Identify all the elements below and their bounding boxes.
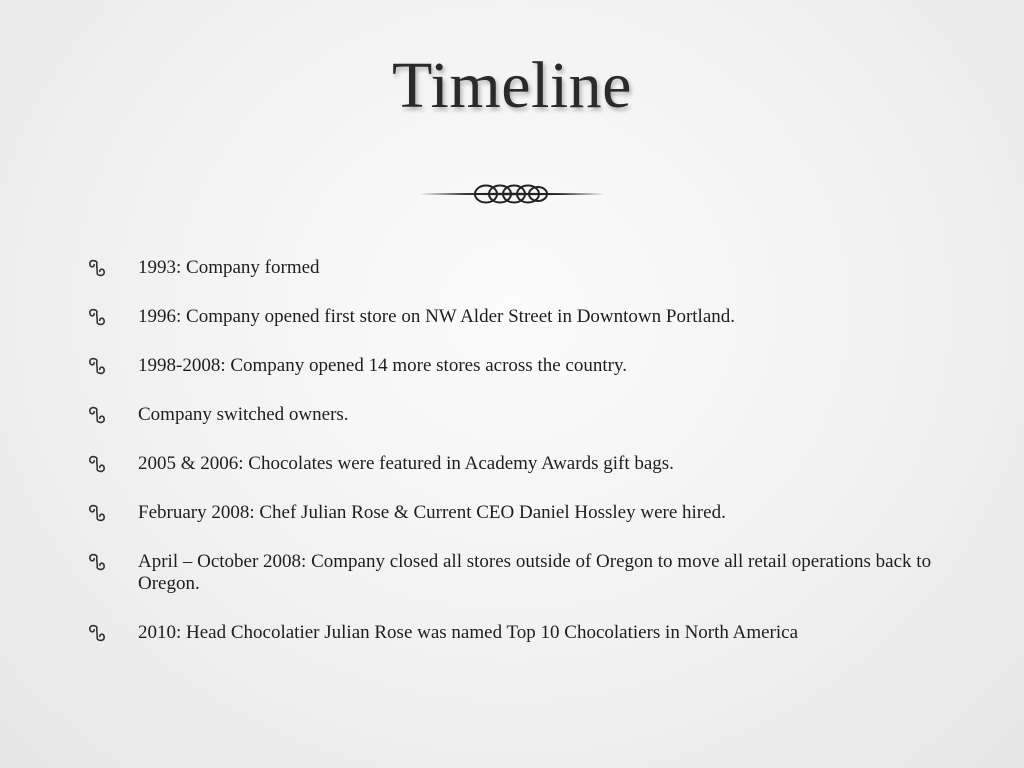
mirrored-s-curl-bullet-icon bbox=[86, 307, 108, 327]
bullet-list bbox=[86, 257, 966, 671]
bullet-text: 1998-2008: Company opened 14 more stores across the country. bbox=[138, 355, 627, 376]
bullet-item bbox=[86, 551, 966, 595]
slide-title: Timeline bbox=[392, 49, 632, 122]
mirrored-s-curl-bullet-icon bbox=[86, 405, 108, 425]
mirrored-s-curl-bullet-icon bbox=[86, 356, 108, 376]
mirrored-s-curl-bullet-icon bbox=[86, 552, 108, 572]
bullet-item bbox=[86, 306, 966, 328]
mirrored-s-curl-bullet-icon bbox=[86, 454, 108, 474]
bullet-item bbox=[86, 622, 966, 644]
bullet-text: February 2008: Chef Julian Rose & Current CEO Daniel Hossley were hired. bbox=[138, 502, 726, 523]
bullet-text: Company switched owners. bbox=[138, 404, 349, 425]
bullet-item bbox=[86, 355, 966, 377]
bullet-item bbox=[86, 257, 966, 279]
bullet-text: April – October 2008: Company closed all stores outside of Oregon to move all retail operations back to Oregon. bbox=[138, 551, 932, 594]
mirrored-s-curl-bullet-icon bbox=[86, 258, 108, 278]
ornamental-flourish-icon bbox=[420, 180, 604, 208]
bullet-item bbox=[86, 404, 966, 426]
bullet-text: 2010: Head Chocolatier Julian Rose was named Top 10 Chocolatiers in North America bbox=[138, 622, 799, 643]
bullet-item bbox=[86, 502, 966, 524]
mirrored-s-curl-bullet-icon bbox=[86, 623, 108, 643]
bullet-text: 1996: Company opened first store on NW Alder Street in Downtown Portland. bbox=[138, 306, 736, 327]
bullet-item bbox=[86, 453, 966, 475]
bullet-text: 1993: Company formed bbox=[138, 257, 320, 278]
mirrored-s-curl-bullet-icon bbox=[86, 503, 108, 523]
bullet-text: 2005 & 2006: Chocolates were featured in Academy Awards gift bags. bbox=[138, 453, 674, 474]
